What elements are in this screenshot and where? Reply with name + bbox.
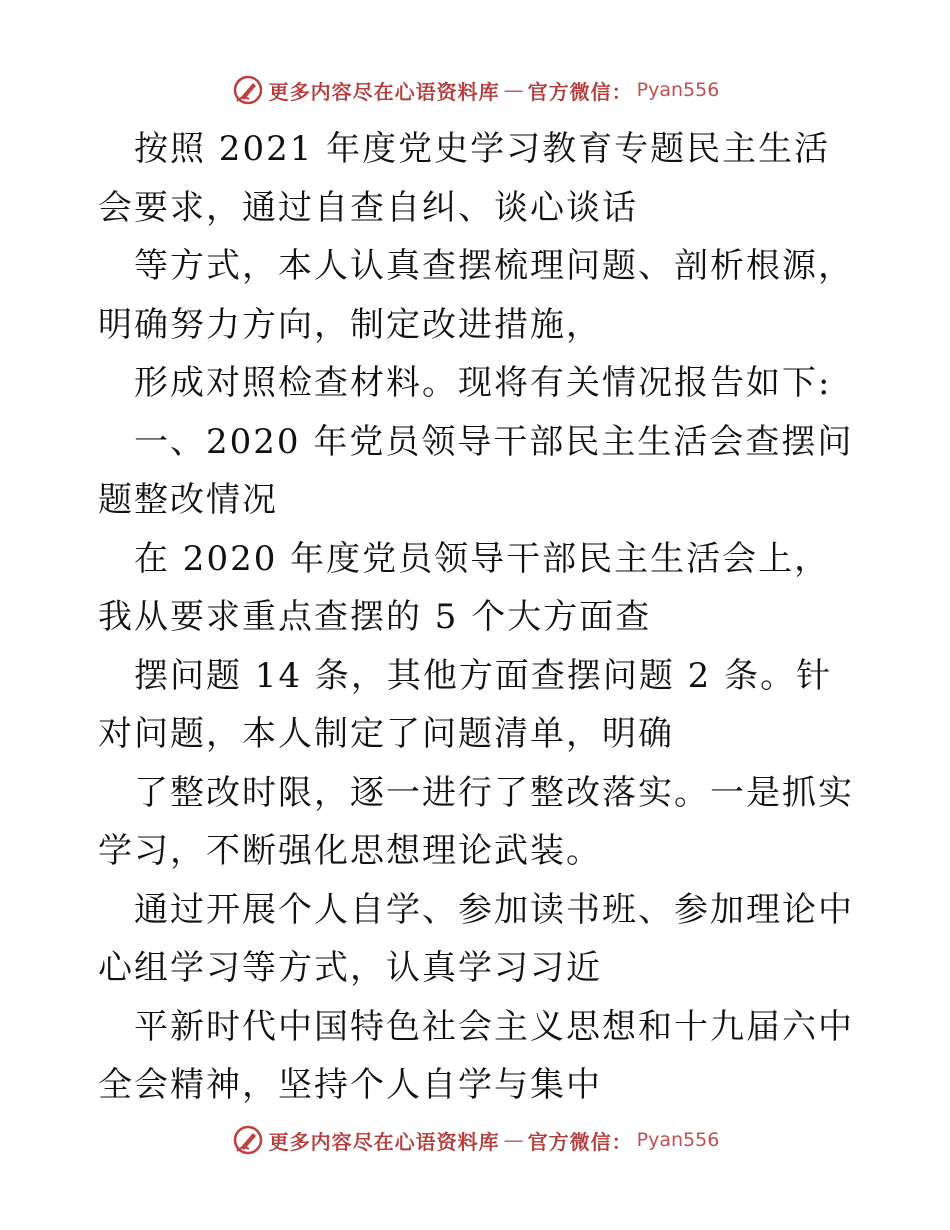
watermark-handle: Pyan556 xyxy=(636,79,720,101)
watermark-handle: Pyan556 xyxy=(636,1129,720,1151)
paragraph-5: 摆问题 14 条，其他方面查摆问题 2 条。针对问题，本人制定了问题清单，明确 xyxy=(98,655,833,754)
paragraph-4: 在 2020 年度党员领导干部民主生活会上，我从要求重点查摆的 5 个大方面查 xyxy=(98,538,831,637)
pen-logo-icon xyxy=(231,73,265,107)
paragraph-6: 了整改时限，逐一进行了整改落实。一是抓实学习，不断强化思想理论武装。 xyxy=(98,772,854,871)
footer-watermark xyxy=(0,1120,950,1160)
watermark-suffix: 官方微信： xyxy=(527,79,633,104)
watermark-dash: — xyxy=(503,78,524,102)
watermark-text: 更多内容尽在心语资料库 xyxy=(268,1129,500,1154)
header-watermark xyxy=(0,70,950,110)
pen-logo-icon xyxy=(231,1123,265,1157)
watermark-text: 更多内容尽在心语资料库 xyxy=(268,79,500,104)
watermark-dash: — xyxy=(503,1128,524,1152)
paragraph-1: 按照 2021 年度党史学习教育专题民主生活会要求，通过自查自纠、谈心谈话 xyxy=(98,129,831,228)
paragraph-2: 等方式，本人认真查摆梳理问题、剖析根源，明确努力方向，制定改进措施， xyxy=(98,246,854,345)
paragraph-8: 平新时代中国特色社会主义思想和十九届六中全会精神，坚持个人自学与集中 xyxy=(98,1006,854,1105)
paragraph-3: 形成对照检查材料。现将有关情况报告如下: xyxy=(134,363,832,403)
watermark-suffix: 官方微信： xyxy=(527,1129,633,1154)
section-heading-1: 一、2020 年党员领导干部民主生活会查摆问题整改情况 xyxy=(98,421,854,520)
paragraph-7: 通过开展个人自学、参加读书班、参加理论中心组学习等方式，认真学习习近 xyxy=(98,889,854,988)
document-body xyxy=(98,120,858,1115)
